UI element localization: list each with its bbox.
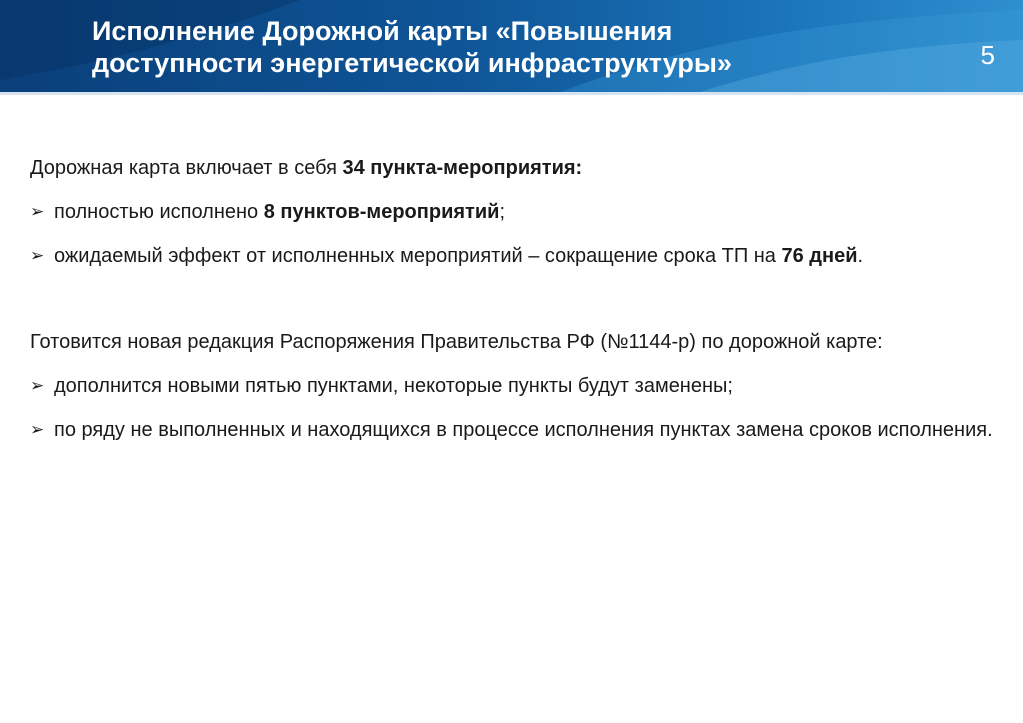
arrow-bullet-icon: ➢ [30, 202, 45, 221]
arrow-bullet-icon: ➢ [30, 376, 45, 395]
spacer [30, 278, 995, 320]
list-item [30, 234, 995, 278]
list-item [30, 190, 995, 234]
slide-header [0, 0, 1023, 92]
slide-title-line-2: доступности энергетической инфраструктуры» [92, 48, 732, 78]
arrow-bullet-icon: ➢ [30, 420, 45, 439]
list-item [30, 364, 995, 408]
header-divider [0, 92, 1023, 95]
slide-body [30, 146, 995, 452]
section2-intro: Готовится новая редакция Распоряжения Правительства РФ (№1144-р) по дорожной карте: [30, 331, 883, 353]
bullet-text: полностью исполнено 8 пунктов-мероприятий; [54, 201, 505, 223]
section1-intro [30, 146, 995, 190]
section1-intro-bold: 34 пункта-мероприятия: [342, 157, 583, 179]
bullet-text: дополнится новыми пятью пунктами, некоторые пункты будут заменены; [54, 375, 733, 397]
page-number: 5 [980, 40, 995, 70]
slide-title [92, 15, 892, 79]
bullet-text: по ряду не выполненных и находящихся в процессе исполнения пунктах замена сроков исполнения. [54, 419, 993, 441]
slide-title-line-1: Исполнение Дорожной карты «Повышения [92, 16, 673, 46]
arrow-bullet-icon: ➢ [30, 246, 45, 265]
section1-intro-text: Дорожная карта включает в себя [30, 157, 343, 179]
list-item [30, 408, 995, 452]
bullet-text: ожидаемый эффект от исполненных мероприятий – сокращение срока ТП на 76 дней. [54, 245, 864, 267]
